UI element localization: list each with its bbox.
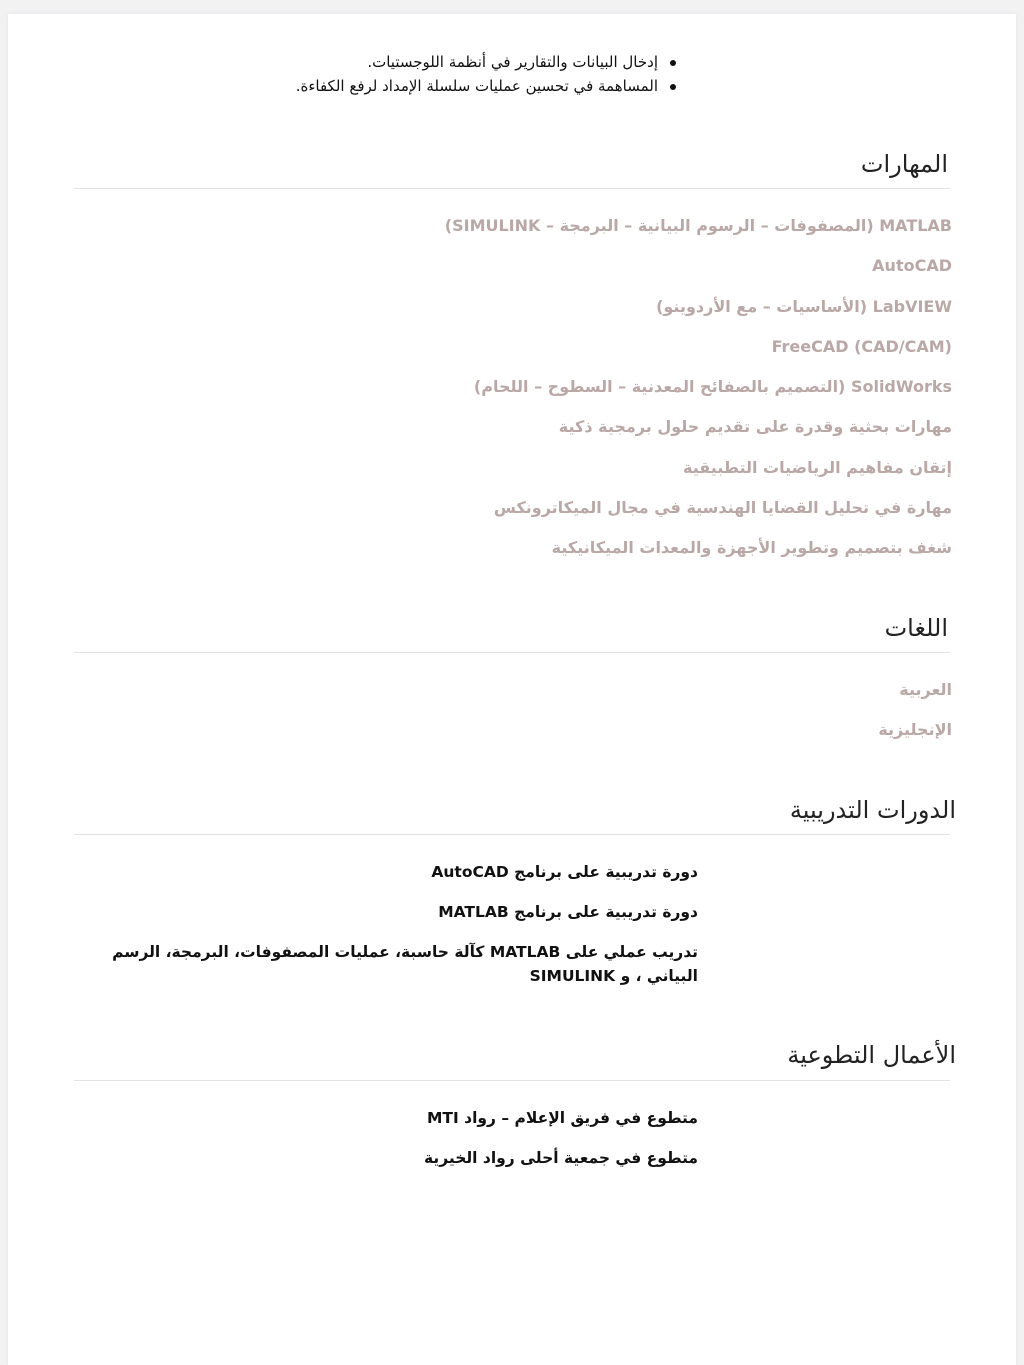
skill-item: مهارات بحثية وقدرة على تقديم حلول برمجية ذكية <box>558 417 952 437</box>
volunteering-heading: الأعمال التطوعية <box>787 1041 956 1069</box>
volunteer-item: متطوع في جمعية أحلى رواد الخيرية <box>424 1149 698 1167</box>
experience-bullets <box>296 50 676 98</box>
skill-item: FreeCAD (CAD/CAM) <box>771 336 952 356</box>
section-divider <box>74 188 950 189</box>
skill-item: مهارة في تحليل القضايا الهندسية في مجال الميكاترونكس <box>493 498 952 518</box>
course-item: دورة تدريبية على برنامج MATLAB <box>438 903 698 921</box>
languages-heading: اللغات <box>884 614 948 642</box>
skill-item: AutoCAD <box>872 256 952 276</box>
skill-item: SolidWorks (التصميم بالصفائح المعدنية – السطوح – اللحام) <box>473 377 952 397</box>
language-item: الإنجليزية <box>878 720 952 740</box>
skills-list <box>445 214 952 577</box>
skill-item: LabVIEW (الأساسيات – مع الأردوينو) <box>656 296 952 316</box>
course-item: دورة تدريبية على برنامج AutoCAD <box>431 863 698 881</box>
resume-page <box>8 14 1016 1365</box>
volunteering-list <box>58 1106 698 1186</box>
skills-heading: المهارات <box>860 150 948 178</box>
section-divider <box>74 1080 950 1081</box>
skill-item: إتقان مفاهيم الرياضيات التطبيقية <box>683 457 952 477</box>
list-item: إدخال البيانات والتقارير في أنظمة اللوجستيات. <box>296 50 658 74</box>
skill-item: MATLAB (المصفوفات – الرسوم البيانية – البرمجة – SIMULINK) <box>444 216 952 235</box>
language-item: العربية <box>899 680 952 699</box>
section-divider <box>74 652 950 653</box>
languages-list <box>878 678 952 759</box>
courses-list <box>58 860 698 1004</box>
skill-item: شغف بتصميم وتطوير الأجهزة والمعدات الميكانيكية <box>551 538 952 558</box>
list-item: المساهمة في تحسين عمليات سلسلة الإمداد لرفع الكفاءة. <box>296 74 658 98</box>
course-item: تدريب عملي على MATLAB كآلة حاسبة، عمليات المصفوفات، البرمجة، الرسم البياني ، و SIMULINK <box>112 943 698 985</box>
volunteer-item: متطوع في فريق الإعلام – رواد MTI <box>426 1109 698 1127</box>
courses-heading: الدورات التدريبية <box>789 796 956 824</box>
section-divider <box>74 834 950 835</box>
